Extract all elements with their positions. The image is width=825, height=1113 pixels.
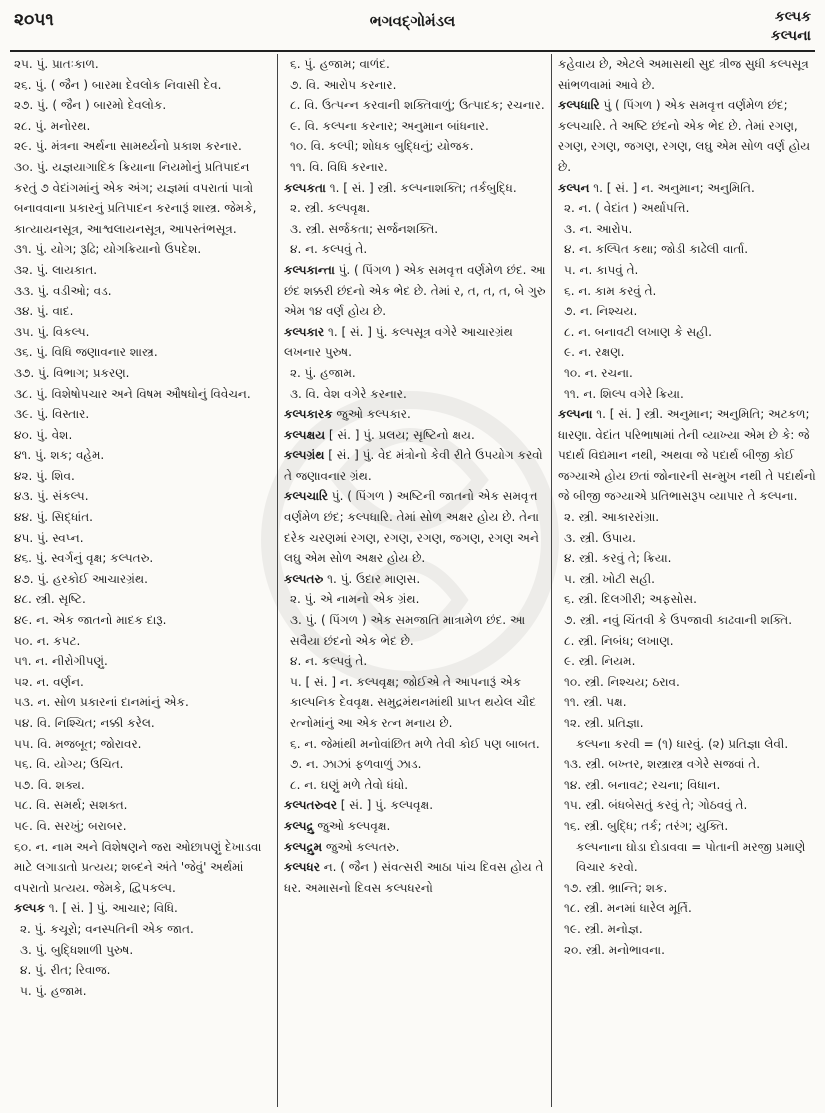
sense-entry	[284, 157, 546, 178]
sense-entry	[14, 116, 272, 137]
sense-entry	[14, 260, 272, 281]
sense-entry	[558, 816, 816, 837]
sense-entry	[284, 75, 546, 96]
definition-text: ૪. સ્ત્રી. કરવું તે; ક્રિયા.	[564, 551, 672, 566]
sense-entry	[14, 301, 272, 322]
column-divider-1	[277, 54, 278, 1107]
sense-entry	[284, 589, 546, 610]
sense-entry	[558, 589, 816, 610]
definition-text: ૩૪. પું. વાદ.	[14, 304, 74, 319]
sense-entry	[558, 384, 816, 405]
sense-entry	[284, 239, 546, 260]
column-2	[284, 54, 546, 1106]
headword: કલ્પદ્રુ	[284, 818, 314, 833]
definition-text: ૯. સ્ત્રી. નિયમ.	[564, 654, 636, 669]
headword: કલ્પના	[558, 407, 593, 422]
sense-entry	[284, 734, 546, 755]
definition-text: ૫૩. ન. સોળ પ્રકારનાં દાનમાંનું એક.	[14, 695, 189, 710]
sense-entry	[558, 692, 816, 713]
definition-text: ૨૭. પું. ( જૈન ) બારમો દેવલોક.	[14, 98, 167, 113]
definition-text: ૧૮. સ્ત્રી. મનમાં ધારેલ મૂર્તિ.	[564, 901, 692, 916]
definition-text: ૧૩. સ્ત્રી. બખ્તર, શસ્ત્રાસ્ત્ર વગેરે સજવાં તે.	[564, 757, 761, 772]
sense-entry	[14, 631, 272, 652]
guide-word-last: કલ્પના	[770, 28, 811, 44]
definition-text: ૬. ન. જેમાંથી મનોવાંછિત મળે તેવી કોઈ પણ બાબત.	[290, 736, 540, 751]
sense-entry	[284, 54, 546, 75]
definition-text: ૯. વિ. કલ્પના કરનાર; અનુમાન બાંધનાર.	[290, 118, 489, 133]
definition-text: ૫૨. ન. વર્ણન.	[14, 674, 84, 689]
sense-entry	[284, 95, 546, 116]
definition-text: પું. ( પિંગળ ) અષ્ટિની જાતનો એક સમવૃત્ત વર્ણમેળ છંદ; કલ્પધારિ. તેમાં સોળ અક્ષર હોય છે. તેના દરેક ચરણમાં રગણ, રગણ, રગણ, જગણ, રગણ અને લઘુ એમ સોળ અક્ષર હોય છે.	[284, 489, 539, 566]
definition-text: ૧૧. ન. શિલ્પ વગેરે ક્રિયા.	[564, 386, 684, 401]
sense-entry	[558, 198, 816, 219]
definition-text: ૧૨. સ્ત્રી. પ્રતિજ્ઞા.	[564, 716, 644, 730]
definition-text: ૨. પું. એ નામનો એક ગ્રંથ.	[290, 592, 420, 607]
definition-text: ૬. પું. હજામ; વાળંદ.	[290, 57, 390, 71]
definition-text: ૩૮. પું. વિશેષોપચાર અને વિષમ ઔષધોનું વિવેચન.	[14, 386, 251, 401]
definition-text: ૫૪. વિ. નિશ્ચિત; નક્કી કરેલ.	[14, 716, 155, 730]
sense-entry	[558, 342, 816, 363]
sense-entry	[558, 795, 816, 816]
guide-words	[771, 8, 811, 46]
page-number: ૨૦૫૧	[14, 10, 54, 30]
definition-text: [ સં. ] પું. વેદ મંત્રોનો કેવી રીતે ઉપયોગ કરવો તે જણાવનાર ગ્રંથ.	[284, 448, 543, 483]
definition-text: ૫૮. વિ. સમર્થ; સશક્ત.	[14, 798, 128, 813]
sense-entry	[14, 157, 272, 239]
definition-text: ૪૩. પું. સંકલ્પ.	[14, 489, 89, 504]
sense-entry	[14, 837, 272, 899]
sense-entry	[14, 425, 272, 446]
definition-text: [ સં. ] પું. પ્રલય; સૃષ્ટિનો ક્ષય.	[325, 427, 475, 442]
sense-entry	[284, 219, 546, 240]
sense-entry	[14, 795, 272, 816]
sense-entry	[284, 116, 546, 137]
definition-text: ૫૦. ન. કપટ.	[14, 633, 81, 648]
definition-text: ૫. પું. હજામ.	[20, 983, 87, 998]
sense-entry	[558, 878, 816, 899]
definition-text: ૪૯. ન. એક જાતનો માદક દારૂ.	[14, 613, 167, 628]
sense-entry	[14, 754, 272, 775]
sense-entry	[558, 239, 816, 260]
definition-text: ૪૨. પું. શિવ.	[14, 468, 75, 483]
sense-entry	[284, 136, 546, 157]
definition-text: [ સં. ] પું. કલ્પવૃક્ષ.	[336, 798, 434, 813]
definition-text: કહેવાય છે, એટલે અમાસથી સુદ ત્રીજ સુધી કલ્પસૂત્ર સાંભળવામાં આવે છે.	[558, 57, 809, 92]
definition-text: ૫૬. વિ. યોગ્ય; ઉચિત.	[14, 757, 124, 772]
sense-entry	[14, 692, 272, 713]
definition-text: ૨૯. પું. મંત્રના અર્થના સામર્થ્યનો પ્રકાશ કરનાર.	[14, 139, 242, 154]
sense-entry	[14, 940, 272, 961]
definition-text: ૧૦. વિ. કલ્પી; શોધક બુદ્ધિનું; યોજક.	[290, 139, 474, 154]
definition-text: ૫૭. વિ. શક્ય.	[14, 777, 85, 792]
sense-entry	[558, 54, 816, 95]
sense-entry	[14, 445, 272, 466]
sense-entry	[558, 775, 816, 796]
sense-entry	[14, 281, 272, 302]
definition-text: ૪. ન. કલ્પિત કથા; જોડી કાઢેલી વાર્તા.	[564, 242, 749, 257]
sense-entry	[14, 363, 272, 384]
sense-entry	[14, 713, 272, 734]
headword: કલ્પક્ષય	[284, 427, 326, 442]
definition-text: પું. ( પિંગળ ) એક સમવૃત્ત વર્ણમેળ છંદ. આ છંદ શક્કરી છંદનો એક ભેદ છે. તેમાં ર, ત, ત, ત, બે ગુરુ એમ ૧૪ વર્ણ હોય છે.	[284, 262, 546, 319]
definition-text: ૩૬. પું. વિધિ જણાવનાર શાસ્ત્ર.	[14, 345, 158, 360]
sense-entry	[14, 816, 272, 837]
headword-entry	[284, 857, 546, 898]
page-title: ભગવદ્ગોમંડલ	[369, 12, 456, 30]
headword: કલ્પતરુ	[284, 571, 324, 586]
sense-entry	[558, 672, 816, 693]
headword: કલ્પકતા	[284, 180, 326, 195]
definition-text: ૧૧. સ્ત્રી. પક્ષ.	[564, 695, 627, 710]
page-header	[14, 8, 811, 48]
definition-text: ૭. ન. નિશ્ચય.	[564, 304, 638, 319]
sense-entry	[14, 610, 272, 631]
headword-entry	[284, 260, 546, 322]
definition-text: ૧૯. સ્ત્રી. મનોજ્ઞ.	[564, 921, 643, 936]
sense-entry	[14, 404, 272, 425]
definition-text: ૪૫. પું. સ્વપ્ન.	[14, 530, 84, 545]
definition-text: ૨. સ્ત્રી. કલ્પવૃક્ષ.	[290, 201, 371, 216]
sense-entry	[558, 651, 816, 672]
definition-text: ૧૫. સ્ત્રી. બંધબેસતું કરવું તે; ગોઠવવું તે.	[564, 798, 748, 813]
headword-entry	[558, 404, 816, 507]
sense-entry	[558, 569, 816, 590]
definition-text: ૩. ન. આરોપ.	[564, 221, 633, 236]
headword-entry	[284, 795, 546, 816]
definition-text: ૫. સ્ત્રી. ખોટી સહી.	[564, 571, 655, 586]
headword-entry	[284, 816, 546, 837]
definition-text: ૧૬. સ્ત્રી. બુદ્ધિ; તર્ક; તરંગ; યુક્તિ.	[564, 818, 729, 833]
column-1	[14, 54, 272, 1106]
definition-text: ૩૫. પું. વિકલ્પ.	[14, 324, 90, 339]
headword: કલ્પદ્રુમ	[284, 839, 323, 854]
sense-entry	[284, 384, 546, 405]
definition-text: ૨૫. પું. પ્રાતઃકાળ.	[14, 57, 99, 71]
idiom-note	[558, 837, 816, 878]
definition-text: ૨. સ્ત્રી. આકારરાંગ્રા.	[564, 510, 660, 525]
header-rule	[10, 50, 815, 52]
sense-entry	[14, 136, 272, 157]
sense-entry	[14, 672, 272, 693]
definition-text: ૪૭. પું. હરકોઈ આચારગ્રંથ.	[14, 571, 148, 586]
definition-text: ૨૮. પું. મનોરથ.	[14, 118, 91, 133]
definition-text: ૭. સ્ત્રી. નવું ચિંતવી કે ઉપજાવી કાઢવાની શક્તિ.	[564, 613, 793, 628]
definition-text: ૧૭. સ્ત્રી. ભ્રાન્તિ; શક.	[564, 880, 668, 895]
definition-text: ૧. [ સં. ] પું. કલ્પસૂત્ર વગેરે આચારગ્રંથ લખનાર પુરુષ.	[284, 324, 513, 360]
definition-text: ૨૬. પું. ( જૈન ) બારમા દેવલોક નિવાસી દેવ.	[14, 77, 222, 92]
sense-entry	[558, 281, 816, 302]
sense-entry	[14, 507, 272, 528]
sense-entry	[558, 260, 816, 281]
sense-entry	[558, 322, 816, 343]
headword: કલ્પધારિ	[558, 98, 600, 113]
sense-entry	[558, 301, 816, 322]
definition-text: ૩૭. પું. વિભાગ; પ્રકરણ.	[14, 365, 130, 380]
headword: કલ્પકાર	[284, 324, 325, 339]
sense-entry	[558, 363, 816, 384]
definition-text: ૧૧. વિ. વિધિ કરનાર.	[290, 159, 388, 174]
definition-text: ૧. પું. ઉદાર માણસ.	[323, 571, 421, 586]
definition-text: ૩૧. પું. યોગ; રૂઢિ; યોગક્રિયાનો ઉપદેશ.	[14, 242, 202, 257]
headword-entry	[558, 95, 816, 177]
definition-text: ૪૦. પું. વેશ.	[14, 427, 73, 442]
definition-text: ૫૯. વિ. સરખું; બરાબર.	[14, 818, 127, 833]
headword: કલ્પકારક	[284, 407, 333, 422]
definition-text: ૮. ન. બનાવટી લખાણ કે સહી.	[564, 324, 712, 339]
definition-text: ૫૫. વિ. મજબૂત; જોરાવર.	[14, 736, 142, 751]
sense-entry	[14, 95, 272, 116]
definition-text: ૬. સ્ત્રી. દિલગીરી; અફસોસ.	[564, 592, 697, 607]
definition-text: ૨. પું. હજામ.	[290, 365, 356, 380]
headword: કલ્પકાન્તા	[284, 262, 335, 277]
sense-entry	[14, 322, 272, 343]
definition-text: ૯. ન. રક્ષણ.	[564, 345, 625, 360]
definition-text: ૭. ન. ઝાઝાં ફળવાળું ઝાડ.	[290, 757, 422, 772]
headword: કલ્પચારિ	[284, 489, 328, 504]
sense-entry	[284, 610, 546, 651]
definition-text: ૬૦. ન. નામ અને વિશેષણને જરા ઓછાપણું દેખાડવા માટે લગાડાતો પ્રત્યય; શબ્દને અંતે 'જેવું' અર્થમાં વપરાતો પ્રત્યય. જેમકે, દ્વિપકલ્પ.	[14, 839, 262, 895]
definition-text: ૧. [ સં. ] ન. અનુમાન; અનુમિતિ.	[589, 180, 755, 195]
definition-text: ૪. ન. કલ્પવું તે.	[290, 242, 368, 257]
column-3	[558, 54, 816, 1106]
headword: કલ્પધર	[284, 860, 320, 875]
headword-entry	[284, 445, 546, 486]
definition-text: ૩. પું. બુદ્ધિશાળી પુરુષ.	[20, 942, 134, 957]
definition-text: ૩. પું. ( પિંગળ ) એક સમજાતિ માત્રામેળ છંદ. આ સવૈયા છંદનો એક ભેદ છે.	[290, 613, 526, 648]
sense-entry	[14, 75, 272, 96]
sense-entry	[284, 198, 546, 219]
sense-entry	[14, 466, 272, 487]
definition-text: ન. ( જૈન ) સંવત્સરી આઠા પાંચ દિવસ હોય તે ધર. અમાસનો દિવસ કલ્પધરનો	[284, 860, 544, 895]
sense-entry	[14, 54, 272, 75]
definition-text: ૮. વિ. ઉત્પન્ન કરવાની શક્તિવાળું; ઉત્પાદક; રચનાર.	[290, 98, 545, 113]
idiom-note	[558, 734, 816, 755]
sense-entry	[558, 898, 816, 919]
definition-text: ૩. સ્ત્રી. સર્જકતા; સર્જનશક્તિ.	[290, 221, 439, 236]
definition-text: જુઓ કલ્પવૃક્ષ.	[313, 818, 391, 833]
headword-entry	[284, 425, 546, 446]
definition-text: ૪૧. પું. શક; વહેમ.	[14, 448, 105, 463]
headword-entry	[284, 322, 546, 363]
guide-word-first: કલ્પક	[774, 9, 811, 25]
definition-text: ૮. સ્ત્રી. નિબંધ; લખાણ.	[564, 633, 674, 648]
definition-text: ૩૦. પું. યજ્ઞયાગાદિક ક્રિયાના નિયમોનું પ્રતિપાદન કરતું ૭ વેદાંગમાંનું એક અંગ; યજ્ઞમાં વપરાતાં પાત્રો બનાવવાના પ્રકારનું પ્રતિપાદન કરનારૂં શાસ્ત્ર. જેમકે, કાત્યાયનસૂત્ર, આશ્વલાયનસૂત્ર, આપસ્તંભસૂત્ર.	[14, 159, 257, 236]
sense-entry	[284, 775, 546, 796]
headword-entry	[284, 486, 546, 568]
sense-entry	[14, 569, 272, 590]
sense-entry	[14, 342, 272, 363]
definition-text: ૭. વિ. આરોપ કરનાર.	[290, 77, 397, 92]
definition-text: ૪૬. પું. સ્વર્ગનું વૃક્ષ; કલ્પતરુ.	[14, 551, 154, 566]
definition-text: ૪. ન. કલ્પવું તે.	[290, 654, 368, 669]
definition-text: ૪. પું. રીત; રિવાજ.	[20, 963, 111, 978]
definition-text: ૩૯. પું. વિસ્તાર.	[14, 407, 90, 422]
sense-entry	[14, 528, 272, 549]
definition-text: ૧. [ સં. ] સ્ત્રી. કલ્પનાશક્તિ; તર્કબુદ્ધિ.	[325, 180, 517, 195]
headword-entry	[284, 404, 546, 425]
headword: કલ્પગ્રંથ	[284, 448, 325, 463]
sense-entry	[558, 528, 816, 549]
sense-entry	[284, 651, 546, 672]
sense-entry	[14, 651, 272, 672]
sense-entry	[558, 610, 816, 631]
sense-entry	[558, 940, 816, 961]
sense-entry	[284, 754, 546, 775]
definition-text: ૫. [ સં. ] ન. કલ્પવૃક્ષ; જોઈએ તે આપનારૂં એક કાલ્પનિક દેવવૃક્ષ. સમુદ્રમંથનમાંથી પ્રાપ્ત થયેલ ચૌદ રત્નોમાંનું આ એક રત્ન મનાય છે.	[290, 674, 536, 730]
definition-text: કલ્પનાના ઘોડા દોડાવવા = પોતાની મરજી પ્રમાણે વિચાર કરવો.	[576, 839, 806, 875]
headword: કલ્પક	[14, 901, 45, 916]
definition-text: ૧. [ સં. ] સ્ત્રી. અનુમાન; અનુમિતિ; અટકળ; ધારણા. વેદાંત પરિભાષામાં તેની વ્યાખ્યા એમ છે કે: જે પદાર્થ વિદ્યમાન નથી, અથવા જે પદાર્થ બીજી કોઈ જગ્યાએ હોય છતાં જોનારની સન્મુખ નથી તે પદાર્થનો જે બીજી જગ્યાએ પ્રતિભાસરૂપ વ્યાપાર તે કલ્પના.	[558, 407, 816, 504]
definition-text: ૨૦. સ્ત્રી. મનોભાવના.	[564, 942, 665, 957]
sense-entry	[14, 775, 272, 796]
sense-entry	[558, 631, 816, 652]
definition-text: ૪૮. સ્ત્રી. સૃષ્ટિ.	[14, 592, 86, 607]
sense-entry	[558, 507, 816, 528]
headword-entry	[284, 178, 546, 199]
sense-entry	[558, 919, 816, 940]
definition-text: ૮. ન. ઘણું મળે તેવો ધંધો.	[290, 777, 409, 792]
definition-text: ૪૪. પું. સિદ્ધાંત.	[14, 510, 93, 525]
definition-text: જુઓ કલ્પકાર.	[332, 407, 411, 422]
definition-text: ૫. ન. કાપવું તે.	[564, 262, 639, 277]
definition-text: ૧૦. ન. રચના.	[564, 365, 633, 380]
definition-text: ૧૦. સ્ત્રી. નિશ્ચય; ઠરાવ.	[564, 674, 680, 689]
sense-entry	[14, 919, 272, 940]
sense-entry	[284, 672, 546, 734]
definition-text: ૧. [ સં. ] પું. આચાર; વિધિ.	[44, 901, 178, 916]
headword: કલ્પતરુવર	[284, 798, 337, 813]
definition-text: ૫૧. ન. નીરોગીપણું.	[14, 654, 108, 669]
column-divider-2	[551, 54, 552, 1107]
definition-text: ૧૪. સ્ત્રી. બનાવટ; રચના; વિધાન.	[564, 777, 721, 792]
headword-entry	[284, 569, 546, 590]
headword-entry	[14, 898, 272, 919]
sense-entry	[284, 363, 546, 384]
sense-entry	[14, 734, 272, 755]
sense-entry	[14, 384, 272, 405]
definition-text: ૩. સ્ત્રી. ઉપાય.	[564, 530, 636, 545]
sense-entry	[14, 486, 272, 507]
sense-entry	[14, 981, 272, 1002]
definition-text: કલ્પના કરવી = (૧) ધારવું. (૨) પ્રતિજ્ઞા લેવી.	[576, 736, 789, 751]
definition-text: ૨. પું. કચૂરો; વનસ્પતિની એક જાત.	[20, 921, 194, 936]
definition-text: ૩૩. પું. વડીઓ; વડ.	[14, 283, 112, 298]
definition-text: ૬. ન. કામ કરવું તે.	[564, 283, 657, 298]
sense-entry	[14, 960, 272, 981]
sense-entry	[558, 219, 816, 240]
sense-entry	[558, 754, 816, 775]
sense-entry	[558, 548, 816, 569]
headword: કલ્પન	[558, 180, 590, 195]
sense-entry	[14, 548, 272, 569]
definition-text: ૩૨. પું. લાયકાત.	[14, 262, 98, 277]
headword-entry	[558, 178, 816, 199]
sense-entry	[14, 239, 272, 260]
definition-text: ૨. ન. ( વેદાંત ) અર્થાપત્તિ.	[564, 201, 690, 216]
sense-entry	[14, 589, 272, 610]
definition-text: જુઓ કલ્પતરુ.	[322, 839, 400, 854]
headword-entry	[284, 837, 546, 858]
sense-entry	[558, 713, 816, 734]
definition-text: પું ( પિંગળ ) એક સમવૃત્ત વર્ણમેળ છંદ; કલ્પચારિ. તે અષ્ટિ છંદનો એક ભેદ છે. તેમાં રગણ, રગણ, રગણ, જગણ, રગણ, લઘુ એમ સોળ વર્ણ હોય છે.	[558, 98, 811, 174]
definition-text: ૩. વિ. વેશ વગેરે કરનાર.	[290, 386, 407, 401]
